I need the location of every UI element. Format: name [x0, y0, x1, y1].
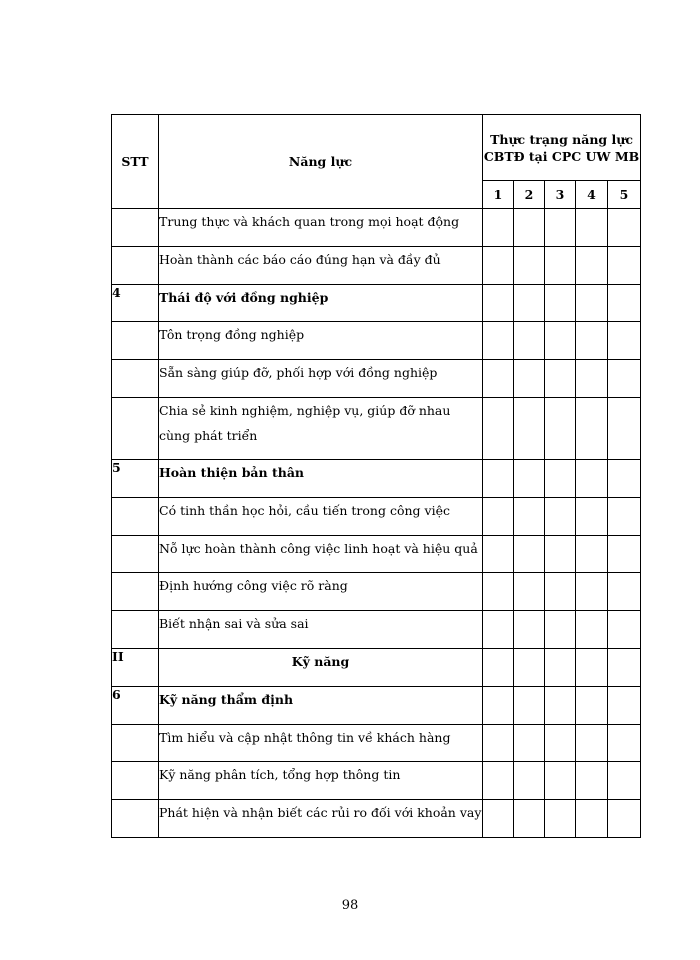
- header-stt: STT: [112, 115, 159, 209]
- score-cell-5[interactable]: [608, 459, 641, 497]
- row-stt: [112, 322, 159, 360]
- score-cell-1[interactable]: [483, 284, 514, 322]
- header-competency: Năng lực: [159, 115, 483, 209]
- score-cell-4[interactable]: [576, 648, 608, 686]
- row-stt: [112, 724, 159, 762]
- score-cell-2[interactable]: [514, 284, 545, 322]
- row-stt: 4: [112, 284, 159, 322]
- score-cell-2[interactable]: [514, 611, 545, 649]
- score-cell-4[interactable]: [576, 322, 608, 360]
- score-cell-5[interactable]: [608, 497, 641, 535]
- score-cell-4[interactable]: [576, 209, 608, 247]
- score-cell-4[interactable]: [576, 724, 608, 762]
- table-row: [112, 611, 641, 649]
- header-status: Thực trạng năng lực CBTĐ tại CPC UW MB: [483, 115, 641, 181]
- row-competency: Kỹ năng phân tích, tổng hợp thông tin: [159, 762, 483, 800]
- table-row: [112, 573, 641, 611]
- score-cell-4[interactable]: [576, 497, 608, 535]
- score-cell-4[interactable]: [576, 800, 608, 838]
- row-stt: [112, 397, 159, 459]
- score-cell-1[interactable]: [483, 800, 514, 838]
- score-cell-5[interactable]: [608, 397, 641, 459]
- score-cell-2[interactable]: [514, 497, 545, 535]
- table-row: [112, 648, 641, 686]
- row-competency: Biết nhận sai và sửa sai: [159, 611, 483, 649]
- score-cell-2[interactable]: [514, 459, 545, 497]
- score-cell-1[interactable]: [483, 686, 514, 724]
- row-stt: 5: [112, 459, 159, 497]
- score-cell-5[interactable]: [608, 800, 641, 838]
- score-cell-1[interactable]: [483, 360, 514, 398]
- row-competency: Sẵn sàng giúp đỡ, phối hợp với đồng nghiệp: [159, 360, 483, 398]
- score-cell-3[interactable]: [545, 459, 576, 497]
- row-stt: [112, 246, 159, 284]
- score-cell-4[interactable]: [576, 284, 608, 322]
- table-row: [112, 397, 641, 459]
- row-stt: 6: [112, 686, 159, 724]
- score-cell-4[interactable]: [576, 686, 608, 724]
- row-competency: Hoàn thiện bản thân: [159, 459, 483, 497]
- row-competency: Phát hiện và nhận biết các rủi ro đối với khoản vay: [159, 800, 483, 838]
- score-cell-3[interactable]: [545, 686, 576, 724]
- table-row: [112, 762, 641, 800]
- score-cell-2[interactable]: [514, 648, 545, 686]
- row-competency: Nỗ lực hoàn thành công việc linh hoạt và hiệu quả: [159, 535, 483, 573]
- header-score-1: 1: [483, 181, 514, 209]
- score-cell-2[interactable]: [514, 800, 545, 838]
- table-row: [112, 497, 641, 535]
- score-cell-2[interactable]: [514, 209, 545, 247]
- score-cell-1[interactable]: [483, 762, 514, 800]
- row-competency: Thái độ với đồng nghiệp: [159, 284, 483, 322]
- score-cell-3[interactable]: [545, 497, 576, 535]
- table-row: [112, 686, 641, 724]
- score-cell-5[interactable]: [608, 573, 641, 611]
- row-stt: [112, 762, 159, 800]
- score-cell-5[interactable]: [608, 648, 641, 686]
- score-cell-1[interactable]: [483, 209, 514, 247]
- score-cell-3[interactable]: [545, 360, 576, 398]
- score-cell-5[interactable]: [608, 360, 641, 398]
- table-row: [112, 246, 641, 284]
- score-cell-3[interactable]: [545, 611, 576, 649]
- page-number: 98: [341, 898, 359, 913]
- score-cell-2[interactable]: [514, 322, 545, 360]
- score-cell-3[interactable]: [545, 397, 576, 459]
- score-cell-5[interactable]: [608, 284, 641, 322]
- score-cell-3[interactable]: [545, 535, 576, 573]
- row-stt: [112, 209, 159, 247]
- table-row: [112, 535, 641, 573]
- score-cell-1[interactable]: [483, 246, 514, 284]
- row-competency: Kỹ năng: [159, 648, 483, 686]
- score-cell-2[interactable]: [514, 397, 545, 459]
- score-cell-4[interactable]: [576, 762, 608, 800]
- score-cell-5[interactable]: [608, 724, 641, 762]
- score-cell-1[interactable]: [483, 459, 514, 497]
- row-competency: Hoàn thành các báo cáo đúng hạn và đầy đủ: [159, 246, 483, 284]
- score-cell-4[interactable]: [576, 535, 608, 573]
- score-cell-5[interactable]: [608, 322, 641, 360]
- row-stt: [112, 535, 159, 573]
- score-cell-2[interactable]: [514, 246, 545, 284]
- score-cell-2[interactable]: [514, 535, 545, 573]
- row-competency: Trung thực và khách quan trong mọi hoạt động: [159, 209, 483, 247]
- score-cell-5[interactable]: [608, 246, 641, 284]
- score-cell-4[interactable]: [576, 246, 608, 284]
- score-cell-4[interactable]: [576, 459, 608, 497]
- table-row: [112, 724, 641, 762]
- score-cell-3[interactable]: [545, 800, 576, 838]
- score-cell-5[interactable]: [608, 686, 641, 724]
- score-cell-5[interactable]: [608, 209, 641, 247]
- score-cell-1[interactable]: [483, 573, 514, 611]
- row-competency: Tìm hiểu và cập nhật thông tin về khách hàng: [159, 724, 483, 762]
- score-cell-1[interactable]: [483, 724, 514, 762]
- score-cell-3[interactable]: [545, 284, 576, 322]
- row-competency: Định hướng công việc rõ ràng: [159, 573, 483, 611]
- table-row: [112, 322, 641, 360]
- table-row: [112, 209, 641, 247]
- score-cell-2[interactable]: [514, 686, 545, 724]
- table-row: [112, 800, 641, 838]
- score-cell-2[interactable]: [514, 762, 545, 800]
- row-stt: [112, 800, 159, 838]
- score-cell-4[interactable]: [576, 397, 608, 459]
- score-cell-5[interactable]: [608, 611, 641, 649]
- score-cell-3[interactable]: [545, 762, 576, 800]
- score-cell-1[interactable]: [483, 397, 514, 459]
- header-score-3: 3: [545, 181, 576, 209]
- score-cell-2[interactable]: [514, 360, 545, 398]
- header-score-2: 2: [514, 181, 545, 209]
- score-cell-1[interactable]: [483, 322, 514, 360]
- table-row: [112, 284, 641, 322]
- row-stt: [112, 360, 159, 398]
- score-cell-5[interactable]: [608, 535, 641, 573]
- score-cell-1[interactable]: [483, 535, 514, 573]
- score-cell-4[interactable]: [576, 611, 608, 649]
- score-cell-2[interactable]: [514, 724, 545, 762]
- row-stt: II: [112, 648, 159, 686]
- score-cell-4[interactable]: [576, 360, 608, 398]
- score-cell-4[interactable]: [576, 573, 608, 611]
- table-body: [112, 209, 641, 838]
- score-cell-5[interactable]: [608, 762, 641, 800]
- score-cell-1[interactable]: [483, 611, 514, 649]
- score-cell-1[interactable]: [483, 648, 514, 686]
- score-cell-1[interactable]: [483, 497, 514, 535]
- score-cell-3[interactable]: [545, 573, 576, 611]
- competency-survey-table: [111, 114, 641, 838]
- header-score-5: 5: [608, 181, 641, 209]
- table-row: [112, 459, 641, 497]
- row-competency: Kỹ năng thẩm định: [159, 686, 483, 724]
- row-stt: [112, 611, 159, 649]
- score-cell-3[interactable]: [545, 246, 576, 284]
- score-cell-2[interactable]: [514, 573, 545, 611]
- score-cell-3[interactable]: [545, 724, 576, 762]
- row-stt: [112, 573, 159, 611]
- table-row: [112, 360, 641, 398]
- score-cell-3[interactable]: [545, 648, 576, 686]
- row-competency: Chia sẻ kinh nghiệm, nghiệp vụ, giúp đỡ nhau cùng phát triển: [159, 397, 483, 459]
- row-competency: Tôn trọng đồng nghiệp: [159, 322, 483, 360]
- row-stt: [112, 497, 159, 535]
- row-competency: Có tinh thần học hỏi, cầu tiến trong công việc: [159, 497, 483, 535]
- header-score-4: 4: [576, 181, 608, 209]
- score-cell-3[interactable]: [545, 322, 576, 360]
- score-cell-3[interactable]: [545, 209, 576, 247]
